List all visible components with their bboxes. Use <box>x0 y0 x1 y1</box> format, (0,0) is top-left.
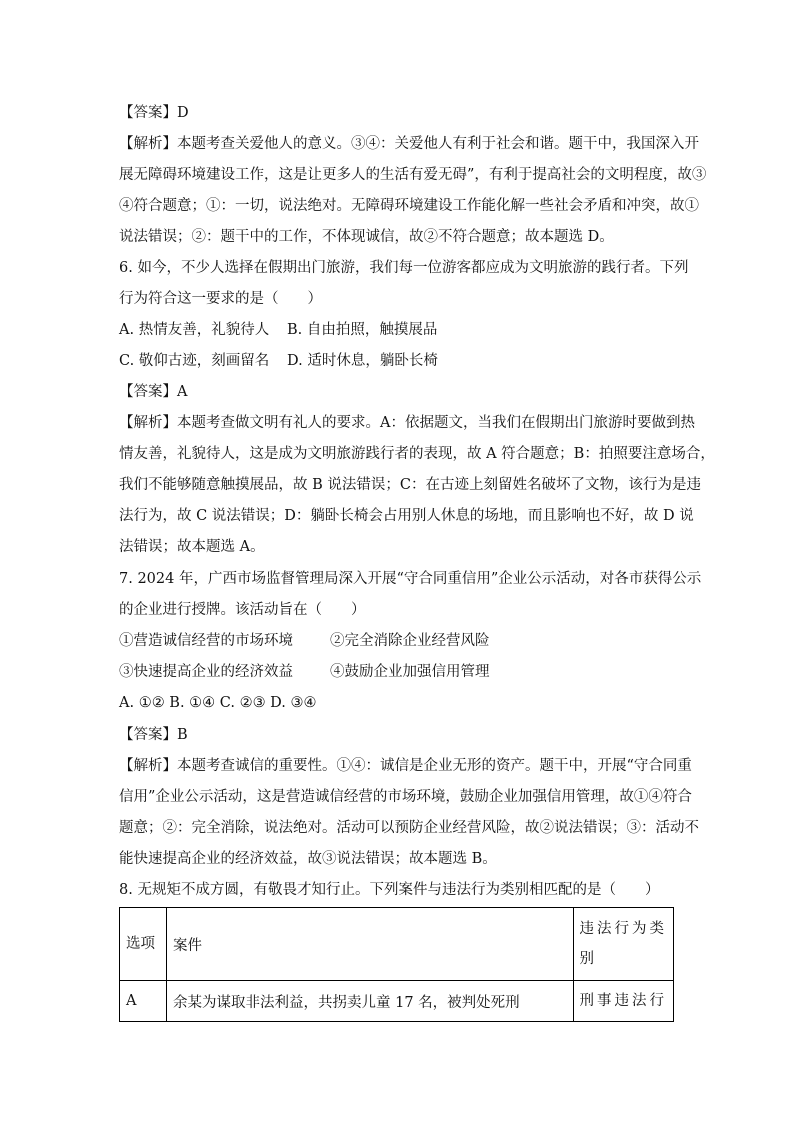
answer-6: 【答案】A <box>119 384 188 400</box>
analysis-7-line2: 信用”企业公示活动，这是营造诚信经营的市场环境，鼓励企业加强信用管理，故①④符合 <box>119 789 692 805</box>
statement-7-1: ①营造诚信经营的市场环境 <box>119 633 293 649</box>
answer-7: 【答案】B <box>119 727 188 743</box>
analysis-6-line5: 法错误；故本题选 A。 <box>119 539 265 555</box>
answer-5: 【答案】D <box>119 105 189 121</box>
analysis-5-line1: 【解析】本题考查关爱他人的意义。③④：关爱他人有利于社会和谐。题干中，我国深入开 <box>119 136 699 152</box>
question-8-table <box>119 907 674 1022</box>
statement-7-3: ③快速提高企业的经济效益 <box>119 664 293 680</box>
analysis-6-line1: 【解析】本题考查做文明有礼人的要求。A：依据题文，当我们在假期出门旅游时要做到热 <box>119 415 695 431</box>
option-6a: A. 热情友善，礼貌待人 <box>119 322 270 338</box>
header-case: 案件 <box>167 908 574 981</box>
analysis-5-line4: 说法错误；②：题干中的工作，不体现诚信，故②不符合题意；故本题选 D。 <box>119 229 614 245</box>
analysis-7-line1: 【解析】本题考查诚信的重要性。①④：诚信是企业无形的资产。题干中，开展“守合同重 <box>119 758 692 774</box>
header-option: 选项 <box>120 908 167 981</box>
analysis-7-line3: 题意；②：完全消除，说法绝对。活动可以预防企业经营风险，故②说法错误；③：活动不 <box>119 820 699 836</box>
analysis-6-line3: 我们不能够随意触摸展品，故 B 说法错误；C：在古迹上刻留姓名破坏了文物，该行为是违 <box>119 477 701 493</box>
row-a-option: A <box>120 981 167 1022</box>
table-header-row <box>120 908 674 981</box>
question-7-line2: 的企业进行授牌。该活动旨在（ ） <box>119 602 366 618</box>
analysis-7-line4: 能快速提高企业的经济效益，故③说法错误；故本题选 B。 <box>119 851 497 867</box>
question-6-line2: 行为符合这一要求的是（ ） <box>119 291 322 307</box>
question-8: 8. 无规矩不成方圆，有敬畏才知行止。下列案件与违法行为类别相匹配的是（ ） <box>119 882 660 898</box>
option-6b: B. 自由拍照，触摸展品 <box>287 322 438 338</box>
row-a-case: 余某为谋取非法利益，共拐卖儿童 17 名，被判处死刑 <box>167 981 574 1022</box>
table-row <box>120 981 674 1022</box>
analysis-6-line2: 情友善，礼貌待人，这是成为文明旅游践行者的表现，故 A 符合题意；B：拍照要注意场合， <box>119 446 715 462</box>
statement-7-4: ④鼓励企业加强信用管理 <box>330 664 490 680</box>
options-7: A. ①② B. ①④ C. ②③ D. ③④ <box>119 695 317 711</box>
header-category: 违法行为类别 <box>573 908 674 981</box>
option-6d: D. 适时休息，躺卧长椅 <box>287 353 438 369</box>
question-6-line1: 6. 如今，不少人选择在假期出门旅游，我们每一位游客都应成为文明旅游的践行者。下列 <box>119 260 689 276</box>
analysis-6-line4: 法行为，故 C 说法错误；D：躺卧长椅会占用别人休息的场地，而且影响也不好，故 D 说 <box>119 508 694 524</box>
question-7-line1: 7. 2024 年，广西市场监督管理局深入开展“守合同重信用”企业公示活动，对各市获得公示 <box>119 571 702 587</box>
row-a-category: 刑事违法行 <box>573 981 674 1022</box>
statement-7-2: ②完全消除企业经营风险 <box>330 633 490 649</box>
option-6c: C. 敬仰古迹，刻画留名 <box>119 353 270 369</box>
analysis-5-line3: ④符合题意；①：一切，说法绝对。无障碍环境建设工作能化解一些社会矛盾和冲突，故① <box>119 198 699 214</box>
analysis-5-line2: 展无障碍环境建设工作，这是让更多人的生活有爱无碍”，有利于提高社会的文明程度，故③ <box>119 167 707 183</box>
